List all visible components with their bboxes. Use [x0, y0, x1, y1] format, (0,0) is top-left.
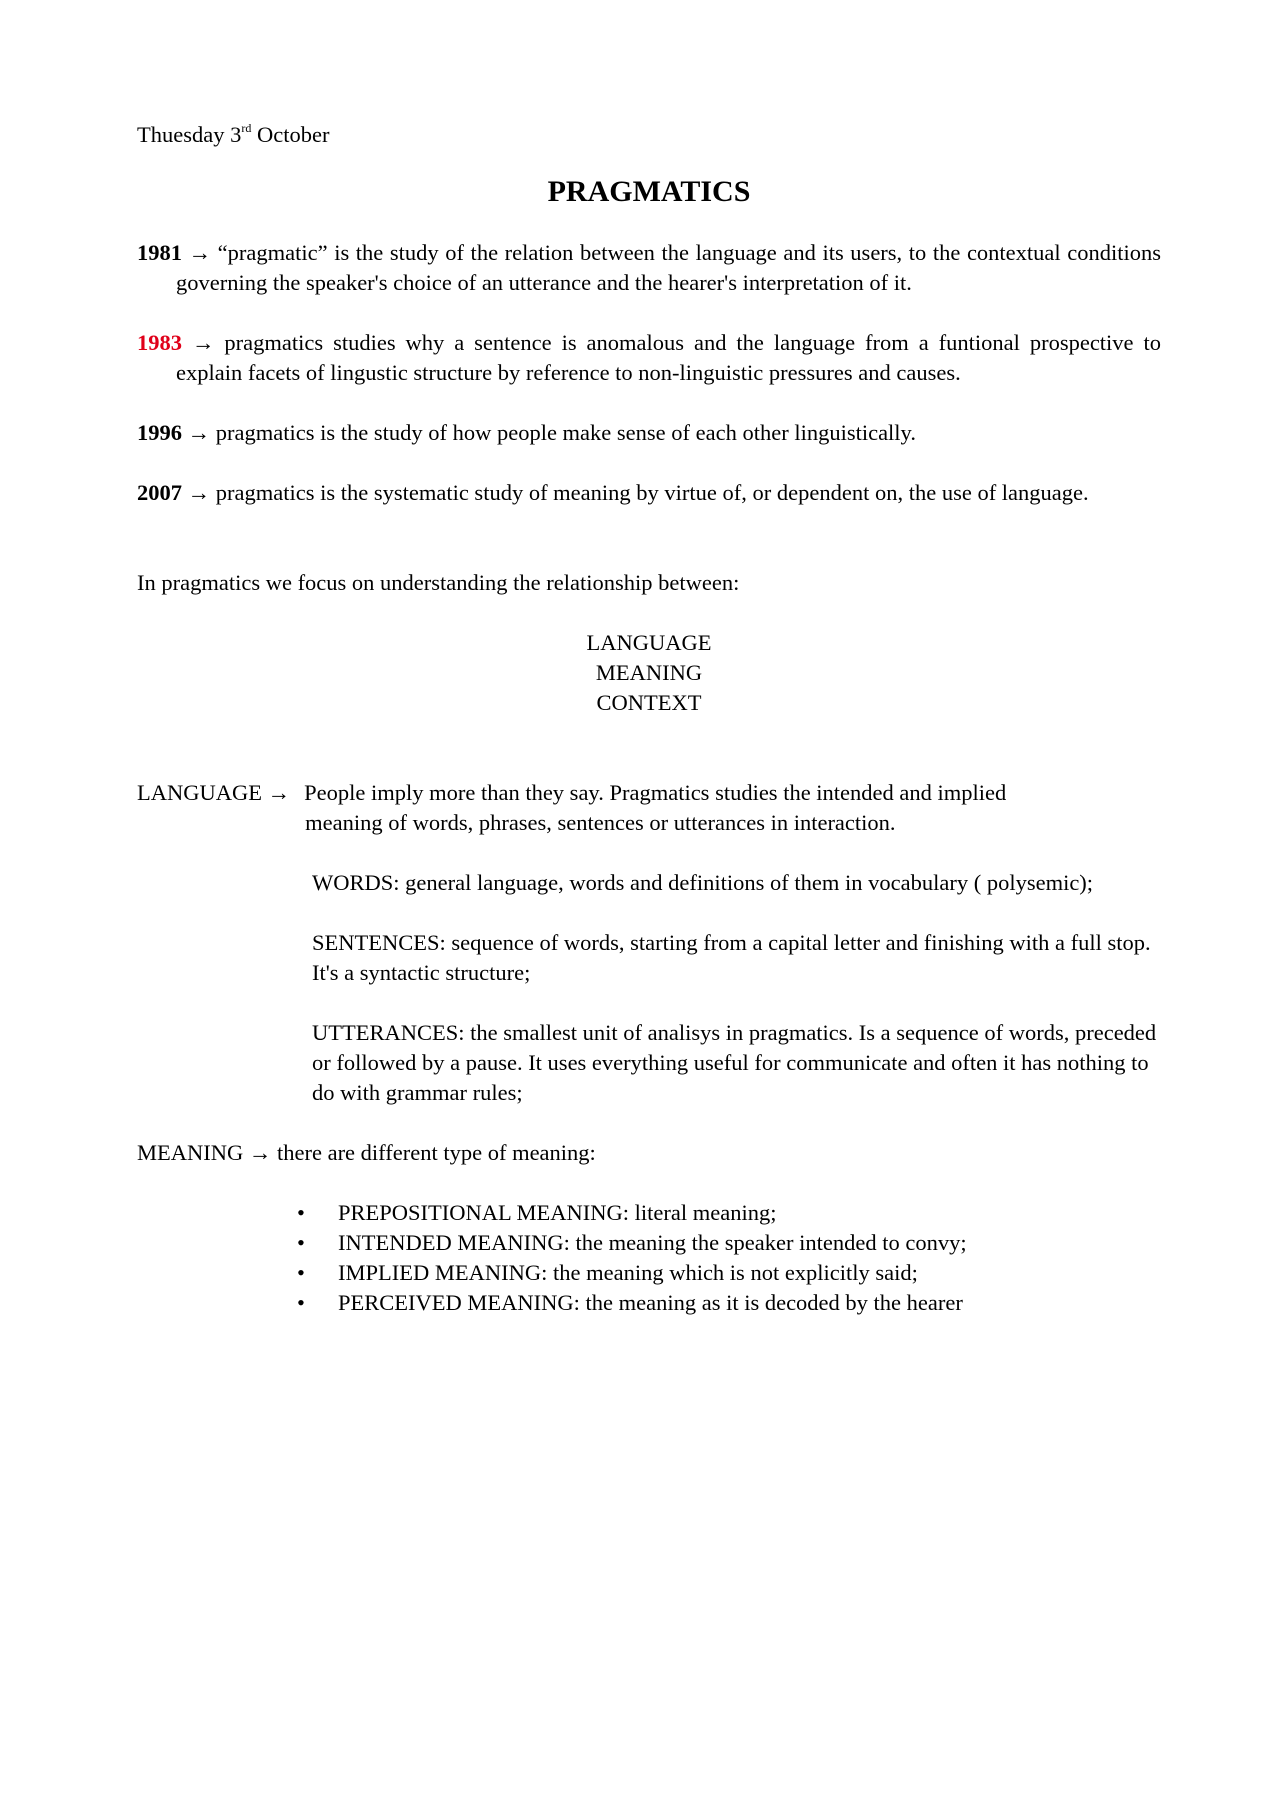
entry-text: → pragmatics is the study of how people make sense of each other linguistically. [182, 420, 916, 445]
date-ordinal-suffix: rd [241, 121, 252, 135]
document-page [137, 120, 1161, 1318]
meaning-types-list [297, 1198, 1161, 1318]
definition-entry-2007 [137, 478, 1161, 508]
entry-text: → pragmatics studies why a sentence is anomalous and the language from a funtional prospective to explain facets of lingustic structure by reference to non-linguistic pressures and causes. [176, 330, 1161, 385]
definition-entry-1983 [137, 328, 1161, 388]
key-concepts-list [137, 628, 1161, 718]
definition-entry-1981 [137, 238, 1161, 298]
concept-language: LANGUAGE [586, 630, 712, 655]
definition-entry-1996 [137, 418, 1161, 448]
language-section [137, 778, 1161, 838]
sentences-definition: SENTENCES: sequence of words, starting from a capital letter and finishing with a full stop. It's a syntactic structure; [312, 930, 1151, 985]
words-definition: WORDS: general language, words and definitions of them in vocabulary ( polysemic); [312, 870, 1094, 895]
bullet-icon: • [297, 1290, 305, 1315]
entry-year: 1981 [137, 240, 182, 265]
entry-text: → “pragmatic” is the study of the relation between the language and its users, to the contextual conditions governing the speaker's choice of an utterance and the hearer's interpretation of it. [176, 240, 1161, 295]
utterances-definition: UTTERANCES: the smallest unit of analisys in pragmatics. Is a sequence of words, preceded or followed by a pause. It uses everything useful for communicate and often it has nothing to do with grammar rules; [312, 1020, 1157, 1105]
entry-text: → pragmatics is the systematic study of meaning by virtue of, or dependent on, the use of language. [182, 480, 1089, 505]
date-line: Thuesday 3rd October [137, 121, 330, 147]
bullet-icon: • [297, 1230, 305, 1255]
list-item: • INTENDED MEANING: the meaning the speaker intended to convy; [297, 1228, 1161, 1258]
concept-context: CONTEXT [596, 690, 702, 715]
list-item: • PERCEIVED MEANING: the meaning as it is decoded by the hearer [297, 1288, 1161, 1318]
entry-year: 2007 [137, 480, 182, 505]
bullet-icon: • [297, 1260, 305, 1285]
bullet-icon: • [297, 1200, 305, 1225]
concept-meaning: MEANING [595, 660, 703, 685]
language-heading: LANGUAGE → [137, 780, 291, 805]
page-title: PRAGMATICS [547, 175, 751, 208]
language-description: People imply more than they say. Pragmatics studies the intended and implied meaning of words, phrases, sentences or utterances in interaction. [304, 780, 1007, 835]
intro-paragraph: In pragmatics we focus on understanding the relationship between: [137, 570, 740, 595]
list-item: • PREPOSITIONAL MEANING: literal meaning; [297, 1198, 1161, 1228]
list-item: • IMPLIED MEANING: the meaning which is not explicitly said; [297, 1258, 1161, 1288]
entry-year-highlighted: 1983 [137, 330, 182, 355]
entry-year: 1996 [137, 420, 182, 445]
language-unit-definitions [312, 868, 1161, 1108]
meaning-heading: MEANING → there are different type of meaning: [137, 1140, 596, 1165]
